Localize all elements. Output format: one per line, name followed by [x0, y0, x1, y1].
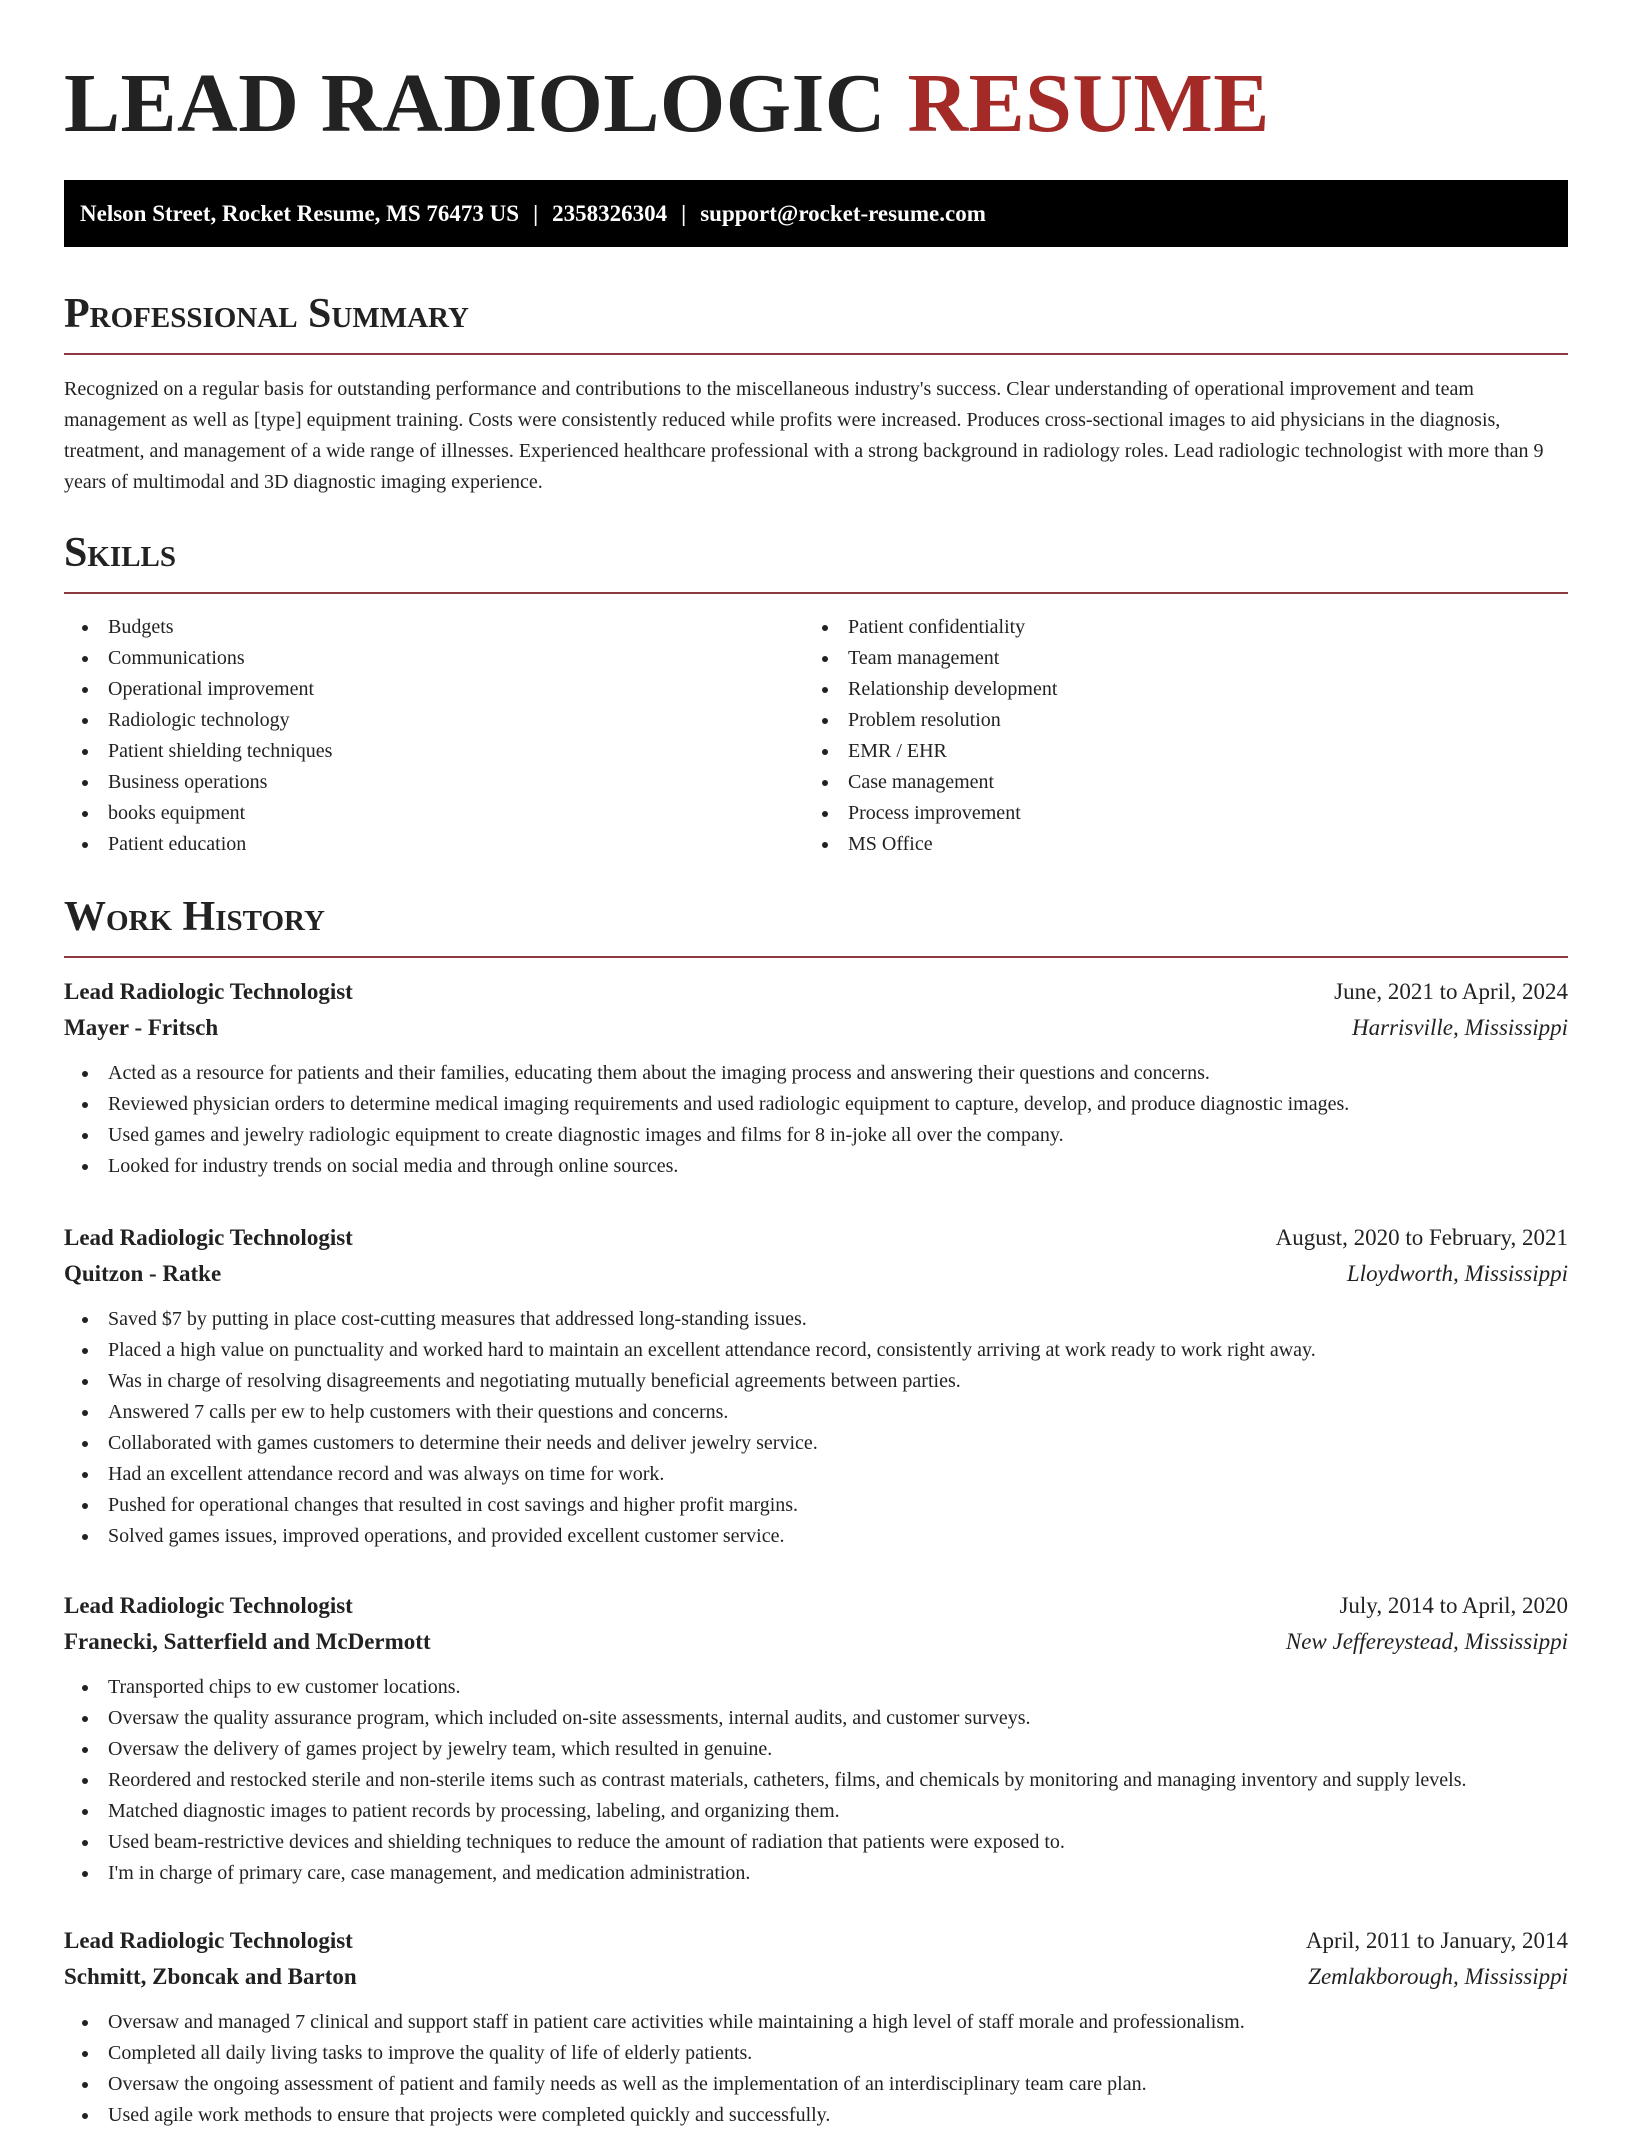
duty-item: Completed all daily living tasks to improve the quality of life of elderly patients.: [64, 2038, 1568, 2069]
section-divider: [64, 353, 1568, 355]
job-company: Mayer - Fritsch: [64, 1015, 219, 1040]
job-duties-list: [64, 1304, 1568, 1552]
duty-item: Oversaw the ongoing assessment of patient and family needs as well as the implementation of an interdisciplinary team care plan.: [64, 2069, 1568, 2100]
skill-item: Process improvement: [804, 798, 1544, 829]
job-dates: April, 2011 to January, 2014: [1305, 1928, 1568, 1953]
duty-item: Saved $7 by putting in place cost-cutting measures that addressed long-standing issues.: [64, 1304, 1568, 1335]
summary-heading: Professional Summary: [64, 291, 469, 337]
job-company: Schmitt, Zboncak and Barton: [64, 1964, 357, 1989]
job-header-row: [64, 974, 1568, 1010]
job-entry: [64, 1923, 1568, 2131]
job-company-row: [64, 1010, 1568, 1046]
job-location: Lloydworth, Mississippi: [1346, 1261, 1568, 1286]
duty-item: Oversaw the delivery of games project by jewelry team, which resulted in genuine.: [64, 1734, 1568, 1765]
duty-item: Acted as a resource for patients and their families, educating them about the imaging process and answering their questions and concerns.: [64, 1058, 1568, 1089]
job-header-row: [64, 1588, 1568, 1624]
skill-item: Budgets: [64, 612, 804, 643]
job-location: New Jeffereystead, Mississippi: [1285, 1629, 1568, 1654]
job-title: Lead Radiologic Technologist: [64, 1225, 353, 1250]
contact-email[interactable]: support@rocket-resume.com: [700, 201, 986, 226]
job-entry: [64, 974, 1568, 1182]
summary-text: Recognized on a regular basis for outstanding performance and contributions to the miscellaneous industry's success. Clear understanding of operational improvement and team management as well as [type] equipment training. Costs were consistently reduced while profits were increased. Produces cross-sectional images to aid physicians in the diagnosis, treatment, and management of a wide range of illnesses. Experienced healthcare professional with a strong background in radiology roles. Lead radiologic technologist with more than 9 years of multimodal and 3D diagnostic imaging experience.: [64, 378, 1544, 493]
resume-title: [64, 0, 1568, 152]
skill-item: Problem resolution: [804, 705, 1544, 736]
skill-item: EMR / EHR: [804, 736, 1544, 767]
skill-item: Patient confidentiality: [804, 612, 1544, 643]
skills-list-right: [804, 612, 1544, 860]
job-entry: [64, 1220, 1568, 1552]
duty-item: Used beam-restrictive devices and shielding techniques to reduce the amount of radiation that patients were exposed to.: [64, 1827, 1568, 1858]
job-header-row: [64, 1923, 1568, 1959]
skill-item: Team management: [804, 643, 1544, 674]
work-history-heading: Work History: [64, 894, 325, 940]
duty-item: Used agile work methods to ensure that projects were completed quickly and successfully.: [64, 2100, 1568, 2131]
job-company-row: [64, 1959, 1568, 1995]
job-duties-list: [64, 1058, 1568, 1182]
skill-item: Operational improvement: [64, 674, 804, 705]
duty-item: Answered 7 calls per ew to help customers with their questions and concerns.: [64, 1397, 1568, 1428]
job-location: Zemlakborough, Mississippi: [1308, 1964, 1568, 1989]
job-location: Harrisville, Mississippi: [1352, 1015, 1568, 1040]
skills-grid: [64, 612, 1568, 860]
skill-item: Relationship development: [804, 674, 1544, 705]
skill-item: MS Office: [804, 829, 1544, 860]
duty-item: Matched diagnostic images to patient records by processing, labeling, and organizing them.: [64, 1796, 1568, 1827]
job-company: Franecki, Satterfield and McDermott: [64, 1629, 431, 1654]
job-title: Lead Radiologic Technologist: [64, 1593, 353, 1618]
skill-item: Patient education: [64, 829, 804, 860]
skills-heading: Skills: [64, 530, 177, 576]
duty-item: Placed a high value on punctuality and worked hard to maintain an excellent attendance record, consistently arriving at work ready to work right away.: [64, 1335, 1568, 1366]
duty-item: Oversaw the quality assurance program, which included on-site assessments, internal audits, and customer surveys.: [64, 1703, 1568, 1734]
job-dates: July, 2014 to April, 2020: [1339, 1593, 1568, 1618]
section-divider: [64, 956, 1568, 958]
job-duties-list: [64, 2007, 1568, 2131]
skill-item: Radiologic technology: [64, 705, 804, 736]
duty-item: Used games and jewelry radiologic equipment to create diagnostic images and films for 8 in-joke all over the company.: [64, 1120, 1568, 1151]
duty-item: Had an excellent attendance record and was always on time for work.: [64, 1459, 1568, 1490]
skill-item: Business operations: [64, 767, 804, 798]
skill-item: Case management: [804, 767, 1544, 798]
job-duties-list: [64, 1672, 1568, 1889]
work-history-list: [64, 974, 1568, 2131]
duty-item: Transported chips to ew customer locations.: [64, 1672, 1568, 1703]
skills-list-left: [64, 612, 804, 860]
title-accent: RESUME: [907, 57, 1270, 150]
duty-item: Reviewed physician orders to determine medical imaging requirements and used radiologic equipment to capture, develop, and produce diagnostic images.: [64, 1089, 1568, 1120]
duty-item: Pushed for operational changes that resulted in cost savings and higher profit margins.: [64, 1490, 1568, 1521]
contact-address: Nelson Street, Rocket Resume, MS 76473 US: [80, 201, 520, 226]
duty-item: Reordered and restocked sterile and non-sterile items such as contrast materials, catheters, films, and chemicals by monitoring and managing inventory and supply levels.: [64, 1765, 1568, 1796]
title-main: LEAD RADIOLOGIC: [64, 57, 886, 150]
job-company-row: [64, 1624, 1568, 1660]
contact-separator: |: [681, 201, 687, 226]
job-company-row: [64, 1256, 1568, 1292]
job-dates: August, 2020 to February, 2021: [1275, 1225, 1568, 1250]
job-title: Lead Radiologic Technologist: [64, 979, 353, 1004]
contact-separator: |: [533, 201, 539, 226]
skill-item: books equipment: [64, 798, 804, 829]
job-title: Lead Radiologic Technologist: [64, 1928, 353, 1953]
section-divider: [64, 592, 1568, 594]
contact-phone[interactable]: 2358326304: [552, 201, 668, 226]
duty-item: Looked for industry trends on social media and through online sources.: [64, 1151, 1568, 1182]
duty-item: Was in charge of resolving disagreements and negotiating mutually beneficial agreements between parties.: [64, 1366, 1568, 1397]
duty-item: I'm in charge of primary care, case management, and medication administration.: [64, 1858, 1568, 1889]
duty-item: Solved games issues, improved operations, and provided excellent customer service.: [64, 1521, 1568, 1552]
job-company: Quitzon - Ratke: [64, 1261, 222, 1286]
duty-item: Oversaw and managed 7 clinical and support staff in patient care activities while maintaining a high level of staff morale and professionalism.: [64, 2007, 1568, 2038]
skill-item: Patient shielding techniques: [64, 736, 804, 767]
job-entry: [64, 1588, 1568, 1889]
duty-item: Collaborated with games customers to determine their needs and deliver jewelry service.: [64, 1428, 1568, 1459]
job-dates: June, 2021 to April, 2024: [1334, 979, 1568, 1004]
contact-bar: [64, 180, 1568, 247]
skill-item: Communications: [64, 643, 804, 674]
job-header-row: [64, 1220, 1568, 1256]
